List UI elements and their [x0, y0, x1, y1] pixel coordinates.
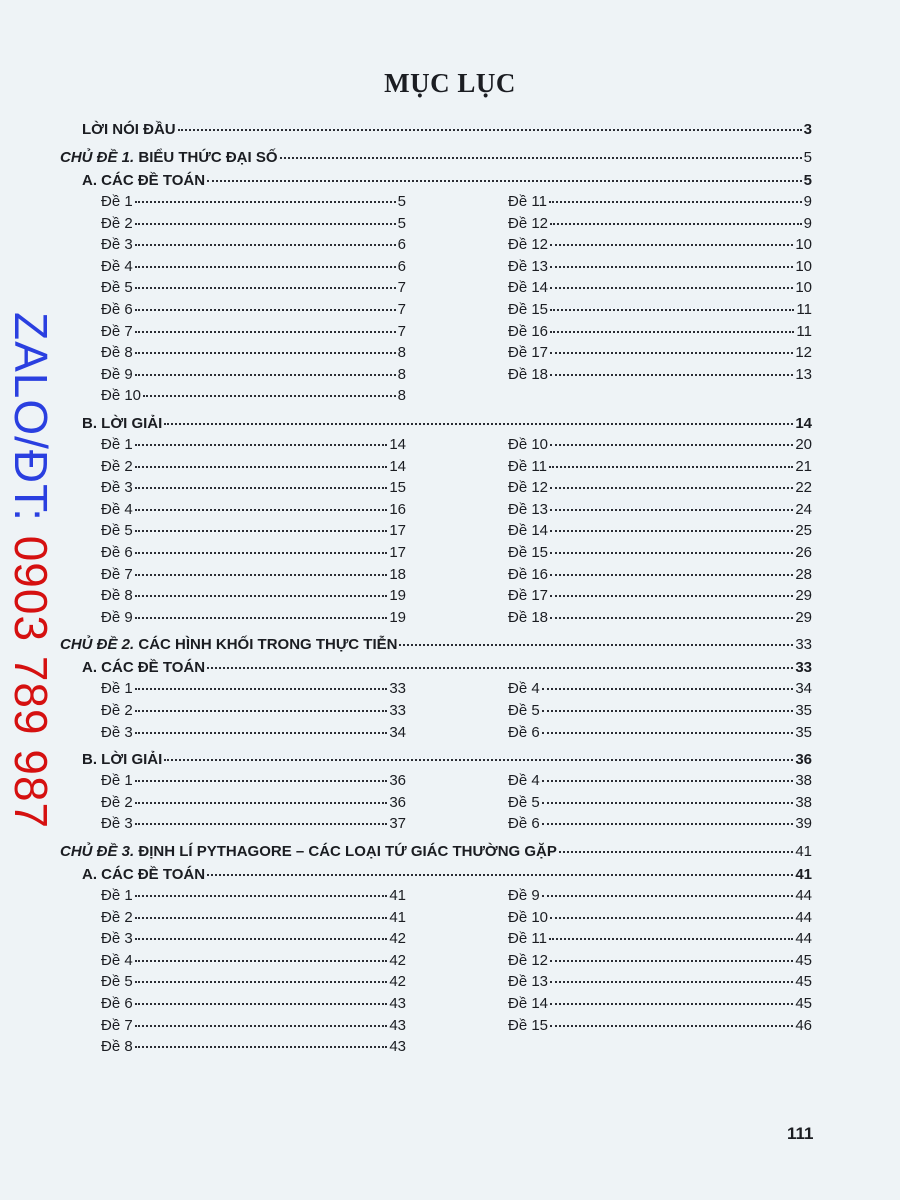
- leader-dots: [550, 495, 793, 511]
- leader-dots: [542, 809, 794, 825]
- toc-entry-page: 7: [397, 301, 406, 318]
- exam-label: Đề 11: [508, 930, 547, 948]
- toc-entry-page: 9: [803, 214, 812, 232]
- leader-dots: [135, 473, 388, 489]
- watermark-prefix: ZALO/ĐT:: [5, 312, 57, 536]
- leader-dots: [550, 946, 793, 962]
- leader-dots: [135, 1032, 388, 1048]
- toc-entry-page: 44: [795, 908, 812, 926]
- exam-label: Đề 15: [508, 301, 549, 318]
- toc-entry-page: 39: [795, 815, 812, 833]
- leader-dots: [135, 603, 388, 619]
- leader-dots: [135, 881, 388, 897]
- toc-entry-page: 28: [795, 565, 812, 583]
- exam-label: Đề 5: [508, 702, 540, 719]
- exam-label: Đề 8: [101, 344, 133, 362]
- leader-dots: [542, 788, 794, 804]
- toc-exam-entry[interactable]: [508, 1014, 812, 1036]
- exam-label: Đề 7: [101, 1016, 133, 1034]
- exam-label: Đề 10: [508, 908, 549, 926]
- toc-entry-page: 34: [795, 680, 812, 698]
- leader-dots: [550, 473, 793, 489]
- toc-entry-page: 11: [796, 322, 812, 340]
- toc-entry-page: 38: [795, 793, 812, 811]
- leader-dots: [550, 252, 793, 268]
- exam-label: Đề 12: [508, 214, 549, 232]
- toc-exam-entry[interactable]: [508, 812, 812, 834]
- toc-entry-page: 8: [397, 387, 406, 405]
- exam-label: Đề 14: [508, 279, 549, 297]
- toc-chapter-3[interactable]: [60, 840, 812, 862]
- leader-dots: [164, 409, 793, 425]
- toc-entry-page: 8: [397, 344, 406, 362]
- leader-dots: [550, 230, 793, 246]
- toc-entry-page: 11: [796, 301, 812, 318]
- leader-dots: [135, 273, 396, 289]
- toc-entry-page: 17: [389, 544, 406, 561]
- toc-entry-page: 41: [795, 843, 812, 860]
- exam-label: Đề 2: [101, 457, 133, 475]
- leader-dots: [135, 230, 396, 246]
- toc-entry-page: 36: [795, 751, 812, 769]
- toc-entry-page: 41: [389, 887, 406, 904]
- exam-label: Đề 4: [508, 772, 540, 790]
- toc-entry-page: 33: [795, 636, 812, 654]
- toc-preface[interactable]: [82, 118, 812, 140]
- exam-label: Đề 14: [508, 522, 549, 540]
- leader-dots: [135, 295, 396, 311]
- leader-dots: [143, 381, 396, 397]
- leader-dots: [550, 560, 793, 576]
- toc-entry-page: 6: [397, 257, 406, 275]
- chapter-number: 1.: [117, 149, 135, 166]
- toc-entry-page: 29: [795, 608, 812, 626]
- section-title: A. CÁC ĐỀ TOÁN: [82, 172, 206, 189]
- toc-entry-page: 42: [389, 951, 406, 969]
- leader-dots: [399, 630, 793, 646]
- chapter-name: BIỂU THỨC ĐẠI SỐ: [134, 149, 278, 166]
- leader-dots: [135, 788, 388, 804]
- leader-dots: [135, 452, 388, 468]
- exam-label: Đề 3: [101, 723, 133, 741]
- toc-entry-page: 45: [795, 951, 812, 969]
- leader-dots: [550, 603, 793, 619]
- chapter-prefix: CHỦ ĐỀ: [60, 636, 118, 654]
- leader-dots: [135, 696, 388, 712]
- exam-label: Đề 6: [101, 301, 133, 318]
- exam-label: Đề 3: [101, 479, 133, 497]
- exam-label: Đề 13: [508, 973, 549, 991]
- exam-label: Đề 1: [101, 772, 133, 790]
- toc-entry-page: 19: [389, 587, 406, 605]
- toc-entry-page: 33: [795, 659, 812, 677]
- toc-entry-page: 21: [795, 457, 812, 475]
- exam-label: Đề 3: [101, 930, 133, 948]
- toc-exam-entry[interactable]: [101, 384, 406, 406]
- exam-label: Đề 2: [101, 702, 133, 719]
- toc-entry-page: 18: [389, 565, 406, 583]
- leader-dots: [207, 653, 793, 669]
- leader-dots: [542, 718, 794, 734]
- toc-entry-page: 6: [397, 236, 406, 254]
- toc-entry-page: 5: [803, 172, 812, 189]
- toc-entry-page: 36: [389, 772, 406, 790]
- exam-label: Đề 1: [101, 887, 133, 904]
- exam-label: Đề 2: [101, 214, 133, 232]
- leader-dots: [542, 766, 794, 782]
- exam-label: Đề 8: [101, 587, 133, 605]
- toc-entry-page: 19: [389, 608, 406, 626]
- exam-label: Đề 18: [508, 608, 549, 626]
- toc-entry-page: 7: [397, 322, 406, 340]
- exam-label: Đề 1: [101, 436, 133, 453]
- leader-dots: [135, 809, 388, 825]
- exam-label: Đề 11: [508, 193, 547, 210]
- leader-dots: [135, 903, 388, 919]
- toc-chapter-1[interactable]: [60, 146, 812, 168]
- exam-label: Đề 17: [508, 344, 549, 362]
- toc-exam-entry[interactable]: [101, 721, 406, 743]
- exam-label: Đề 9: [508, 887, 540, 904]
- exam-label: Đề 1: [101, 193, 133, 210]
- leader-dots: [549, 452, 793, 468]
- exam-label: Đề 3: [101, 815, 133, 833]
- leader-dots: [550, 903, 793, 919]
- toc-entry-page: 29: [795, 587, 812, 605]
- chapter-number: 2.: [117, 636, 135, 654]
- leader-dots: [559, 837, 793, 853]
- leader-dots: [135, 581, 388, 597]
- chapter-title: [60, 148, 278, 168]
- exam-label: Đề 12: [508, 479, 549, 497]
- toc-entry-page: 35: [795, 702, 812, 719]
- toc-entry-page: 12: [795, 344, 812, 362]
- toc-entry-page: 43: [389, 995, 406, 1012]
- exam-label: Đề 6: [508, 723, 540, 741]
- toc-entry-page: 42: [389, 930, 406, 948]
- toc-entry-page: 45: [795, 973, 812, 991]
- leader-dots: [135, 317, 396, 333]
- exam-label: Đề 5: [101, 522, 133, 540]
- exam-label: Đề 6: [508, 815, 540, 833]
- leader-dots: [135, 560, 388, 576]
- leader-dots: [280, 143, 802, 159]
- exam-label: Đề 4: [101, 951, 133, 969]
- section-title: A. CÁC ĐỀ TOÁN: [82, 866, 206, 883]
- toc-entry-page: 26: [795, 544, 812, 561]
- toc-entry-page: 44: [795, 887, 812, 904]
- leader-dots: [542, 674, 794, 690]
- leader-dots: [135, 718, 388, 734]
- leader-dots: [135, 338, 396, 354]
- toc-entry-page: 33: [389, 680, 406, 698]
- chapter-prefix: CHỦ ĐỀ: [60, 843, 118, 860]
- leader-dots: [207, 860, 793, 876]
- toc-entry-page: 35: [795, 723, 812, 741]
- toc-entry-page: 34: [389, 723, 406, 741]
- toc-exam-entry[interactable]: [508, 606, 812, 628]
- section-title: B. LỜI GIẢI: [82, 751, 163, 769]
- exam-label: Đề 10: [101, 387, 142, 405]
- leader-dots: [178, 115, 802, 131]
- exam-label: Đề 11: [508, 457, 547, 475]
- toc-entry-page: 43: [389, 1038, 406, 1056]
- leader-dots: [164, 745, 793, 761]
- chapter-name: CÁC HÌNH KHỐI TRONG THỰC TIỄN: [134, 636, 398, 654]
- leader-dots: [550, 430, 793, 446]
- exam-label: Đề 4: [101, 257, 133, 275]
- page-number: 111: [787, 1124, 814, 1143]
- exam-label: Đề 13: [508, 257, 549, 275]
- exam-label: Đề 12: [508, 236, 549, 254]
- toc-entry-page: 43: [389, 1016, 406, 1034]
- exam-label: Đề 5: [101, 279, 133, 297]
- leader-dots: [550, 581, 793, 597]
- exam-label: Đề 2: [101, 793, 133, 811]
- toc-entry-page: 22: [795, 479, 812, 497]
- toc-entry-page: 24: [795, 500, 812, 518]
- exam-label: Đề 5: [508, 793, 540, 811]
- toc-entry-page: 3: [803, 121, 812, 138]
- leader-dots: [550, 967, 793, 983]
- toc-chapter-2[interactable]: [60, 633, 812, 655]
- exam-label: Đề 16: [508, 322, 549, 340]
- exam-label: Đề 6: [101, 544, 133, 561]
- leader-dots: [550, 295, 794, 311]
- toc-entry-page: 46: [795, 1016, 812, 1034]
- leader-dots: [550, 1011, 793, 1027]
- toc-entry-page: 10: [795, 236, 812, 254]
- exam-label: Đề 4: [508, 680, 540, 698]
- toc-entry-page: 5: [803, 149, 812, 166]
- section-title: A. CÁC ĐỀ TOÁN: [82, 659, 206, 677]
- toc-entry-page: 14: [389, 457, 406, 475]
- exam-label: Đề 18: [508, 365, 549, 383]
- exam-label: Đề 1: [101, 680, 133, 698]
- leader-dots: [135, 674, 388, 690]
- leader-dots: [542, 696, 794, 712]
- leader-dots: [207, 166, 802, 182]
- leader-dots: [550, 273, 793, 289]
- toc-exam-entry[interactable]: [101, 1035, 406, 1057]
- leader-dots: [550, 317, 794, 333]
- leader-dots: [135, 252, 396, 268]
- toc-entry-page: 8: [397, 365, 406, 383]
- exam-label: Đề 15: [508, 1016, 549, 1034]
- chapter-title: [60, 635, 397, 655]
- leader-dots: [135, 766, 388, 782]
- toc-entry-page: 25: [795, 522, 812, 540]
- exam-label: Đề 12: [508, 951, 549, 969]
- leader-dots: [135, 360, 396, 376]
- leader-dots: [135, 209, 396, 225]
- toc-entry-page: 17: [389, 522, 406, 540]
- toc-entry-page: 15: [389, 479, 406, 497]
- toc-entry-page: 33: [389, 702, 406, 719]
- toc-entry-page: 42: [389, 973, 406, 991]
- exam-label: Đề 3: [101, 236, 133, 254]
- leader-dots: [135, 516, 388, 532]
- toc-entry-label: LỜI NÓI ĐẦU: [82, 121, 176, 138]
- toc-entry-page: 38: [795, 772, 812, 790]
- toc-entry-page: 14: [795, 415, 812, 432]
- exam-label: Đề 8: [101, 1038, 133, 1056]
- exam-label: Đề 15: [508, 544, 549, 561]
- contact-watermark: [5, 312, 57, 830]
- chapter-prefix: CHỦ ĐỀ: [60, 149, 118, 166]
- leader-dots: [542, 881, 794, 897]
- toc-entry-page: 36: [389, 793, 406, 811]
- exam-label: Đề 6: [101, 995, 133, 1012]
- toc-entry-page: 13: [795, 365, 812, 383]
- toc-entry-page: 9: [803, 193, 812, 210]
- exam-label: Đề 10: [508, 436, 549, 453]
- page-title: MỤC LỤC: [384, 68, 516, 98]
- toc-entry-page: 10: [795, 279, 812, 297]
- toc-entry-page: 5: [397, 193, 406, 210]
- toc-exam-entry[interactable]: [101, 812, 406, 834]
- toc-exam-entry[interactable]: [101, 606, 406, 628]
- chapter-name: ĐỊNH LÍ PYTHAGORE – CÁC LOẠI TỨ GIÁC THƯỜNG GẶP: [134, 843, 557, 860]
- chapter-number: 3.: [117, 843, 135, 860]
- toc-entry-page: 41: [389, 908, 406, 926]
- section-title: B. LỜI GIẢI: [82, 415, 163, 432]
- toc-entry-page: 16: [389, 500, 406, 518]
- toc-entry-page: 37: [389, 815, 406, 833]
- exam-label: Đề 17: [508, 587, 549, 605]
- toc-entry-page: 10: [795, 257, 812, 275]
- leader-dots: [135, 924, 388, 940]
- leader-dots: [550, 538, 793, 554]
- leader-dots: [550, 516, 793, 532]
- toc-entry-page: 5: [397, 214, 406, 232]
- toc-entry-page: 45: [795, 995, 812, 1012]
- exam-label: Đề 2: [101, 908, 133, 926]
- exam-label: Đề 9: [101, 608, 133, 626]
- leader-dots: [550, 360, 793, 376]
- leader-dots: [135, 967, 388, 983]
- leader-dots: [550, 989, 793, 1005]
- exam-label: Đề 5: [101, 973, 133, 991]
- leader-dots: [135, 430, 388, 446]
- exam-label: Đề 7: [101, 565, 133, 583]
- toc-entry-page: 20: [795, 436, 812, 453]
- leader-dots: [135, 946, 388, 962]
- exam-label: Đề 4: [101, 500, 133, 518]
- exam-label: Đề 7: [101, 322, 133, 340]
- leader-dots: [135, 1011, 388, 1027]
- exam-label: Đề 13: [508, 500, 549, 518]
- leader-dots: [550, 209, 802, 225]
- leader-dots: [550, 338, 793, 354]
- watermark-phone: 0903 789 987: [5, 535, 57, 830]
- toc-entry-page: 14: [389, 436, 406, 453]
- leader-dots: [135, 989, 388, 1005]
- toc-entry-page: 7: [397, 279, 406, 297]
- toc-entry-page: 44: [795, 930, 812, 948]
- leader-dots: [135, 187, 396, 203]
- chapter-title: [60, 842, 557, 862]
- toc-entry-page: 41: [795, 866, 812, 883]
- leader-dots: [549, 924, 793, 940]
- leader-dots: [135, 538, 388, 554]
- exam-label: Đề 16: [508, 565, 549, 583]
- leader-dots: [549, 187, 802, 203]
- toc-exam-entry[interactable]: [508, 721, 812, 743]
- leader-dots: [135, 495, 388, 511]
- exam-label: Đề 14: [508, 995, 549, 1012]
- toc-exam-entry[interactable]: [508, 363, 812, 385]
- exam-label: Đề 9: [101, 365, 133, 383]
